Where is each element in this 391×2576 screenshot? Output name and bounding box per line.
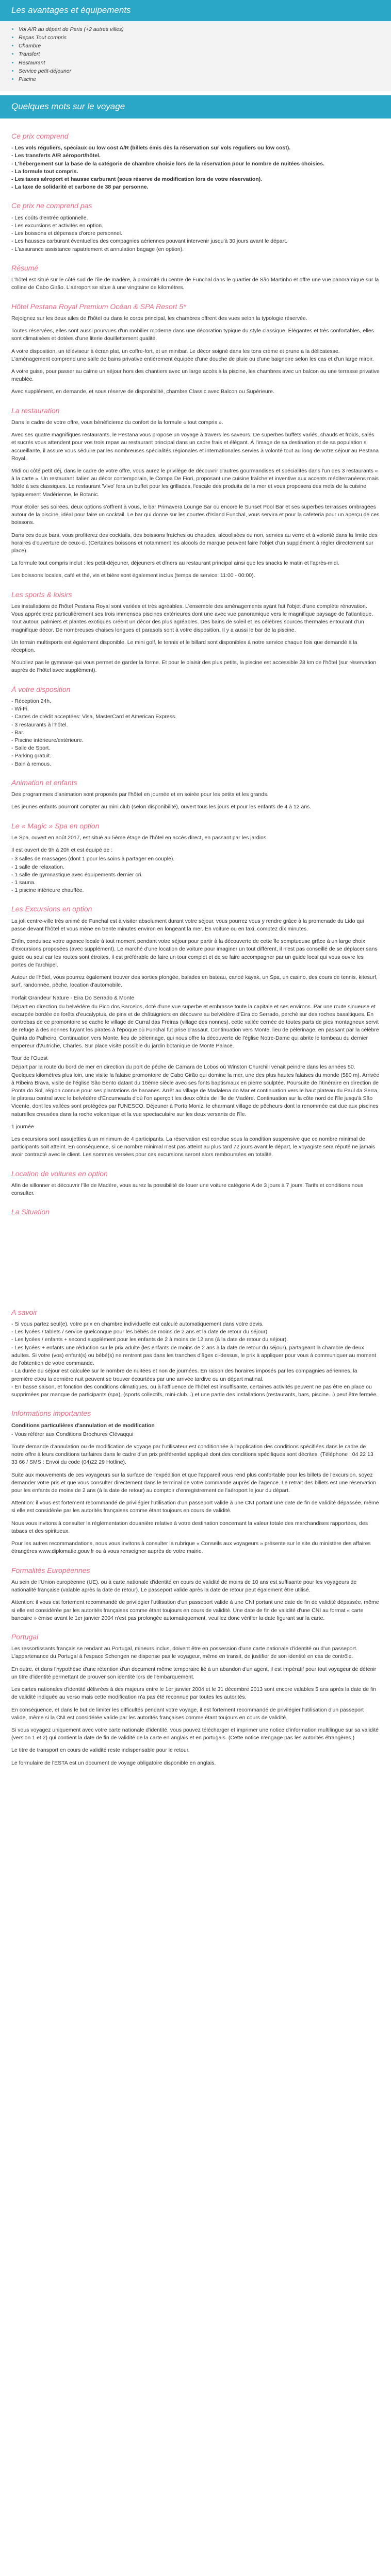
- hotel-title: Hôtel Pestana Royal Premium Océan & SPA Resort 5*: [11, 302, 186, 311]
- hotel-p2: Toutes réservées, elles sont aussi pourvues d'un mobilier moderne dans une décoration typique du style classique. Élégantes et très confortables, elles sont climatisées et dotées d'une literie douillettement qualité.: [11, 328, 374, 342]
- hotel-p4: A votre guise, pour passer au calme un séjour hors des chantiers avec un large accès à la piscine, les chambres avec un balcon ou une terrasse privative meublée.: [11, 368, 380, 383]
- avantage-item: • Vol A/R au départ de Paris (+2 autres villes): [19, 26, 380, 33]
- excursions-p3: Autour de l'hôtel, vous pourrez également trouver des sorties plongée, balades en bateau, canoé kayak, un Spa, un casino, des cours de tennis, kitesurf, surf, randonnée, pêche, location d'automobile.: [11, 974, 378, 989]
- sports-p2: Un terrain multisports est également disponible. Le mini golf, le tennis et le billard sont disponibles à notre service chaque fois que demandé à la réception.: [11, 639, 357, 653]
- animation-title: Animation et enfants: [11, 778, 77, 787]
- list-item: - Les coûts d'entrée optionnelle.: [11, 214, 88, 221]
- list-item: - Les excursions et activités en option.: [11, 222, 104, 229]
- restauration-p2: Avec ses quatre magnifiques restaurants, le Pestana vous propose un voyage à travers les saveurs. De superbes buffets variés, chauds et froids, salés et sucrés vous attendent pour vos trois repas au restaurant principal dans un cadre frais et élégant. À l'image de sa destination et de sa population si accueillante, il assure vous séduire par les nombreuses spécialités régionales et internationales servies à volonté tout au long de votre séjour au Pestana Royal.: [11, 432, 379, 462]
- avantage-item: • Transfert: [19, 50, 380, 58]
- avantage-item: • Repas Tout compris: [19, 34, 380, 42]
- list-item: - 3 restaurants à l'hôtel.: [11, 721, 68, 728]
- list-item: - 1 sauna.: [11, 879, 36, 886]
- list-item: - Les vols réguliers, spéciaux ou low cost A/R (billets émis dès la réservation sur vols réguliers ou low cost).: [11, 145, 291, 151]
- excursions-p8: 1 journée: [11, 1123, 34, 1130]
- infos-p2: - Vous référer aux Conditions Brochures Clévaqqui: [11, 1431, 134, 1437]
- list-item: - 3 salles de massages (dont 1 pour les soins à partager en couple).: [11, 856, 175, 862]
- list-item: - Les hausses carburant éventuelles des compagnies aériennes pouvant intervenir jusqu'à 30 jours avant le départ.: [11, 238, 287, 245]
- list-item: - Les boissons et dépenses d'ordre personnel.: [11, 230, 123, 237]
- section-title-comprend: Ce prix comprend: [11, 131, 69, 140]
- hotel-p1: Rejoignez sur les deux ailes de l'hôtel ou dans le corps principal, les chambres offrent des vues selon la typologie réservée.: [11, 315, 307, 321]
- excursions-p7: Départ par la route du bord de mer en direction du port de pêche de Camara de Lobos où Winston Churchill venait peindre dans les années 50. Quelques kilomètres plus loin, une visite la falaise promontoire de Cabo Girão qui domine la mer, une des plus hautes falaises du monde (580 m). Arrivée à Ribeira Brava, visite de l'église São Bento datant du 16ème siècle avec ses fonts baptismaux en pierre sculptée. Poursuite de l'itinéraire en direction de Ponta do Sol, région connue pour ses plantations de bananes. Arrêt au village de Madalena do Mar et continuation vers le haut plateau du Paul da Serra, le plateau central avec le belvédère d'Encumeada d'où l'on aperçoit les deux côtés de l'île de Madère. Continuation sur la côte nord de l'île jusqu'à São Vicente, dont les vallées sont protégées par l'UNESCO. Déjeuner à Porto Moniz, le charmant village de pêcheurs dont la renommée est due aux piscines naturelles creusées dans la roche volcanique et la vue spectaculaire sur les deux versants de l'île.: [11, 1064, 380, 1117]
- portugal-p5: Si vous voyagez uniquement avec votre carte nationale d'identité, vous pouvez télécharger et imprimer une notice d'information multilingue sur sa validité (version 1 et 2) qui contient la date de fin de validité de la carte en anglais et en portugais. (Cette notice n'engage pas les autorités étrangères.): [11, 1727, 379, 1741]
- sports-p1: Les installations de l'hôtel Pestana Royal sont variées et très agréables. L'ensemble des aménagements ayant fait l'objet d'une complète rénovation. Vous apprécierez particulièrement ses trois immenses piscines extérieures dont une avec vue panoramique vers le magnifique paysage de l'atlantique. Tout autour, palmiers et plantes exotiques créent un décor des plus agréables. Des bains de soleil et les célèbres sources thermales entourant d'un magnifique décor. De nombreuses chaises longues et parasols sont à votre disposition. Il y a aussi le bar de la piscine.: [11, 603, 373, 633]
- avantage-item: • Restaurant: [19, 59, 380, 67]
- list-item: - Piscine intérieure/extérieure.: [11, 737, 84, 744]
- list-item: - Parking gratuit.: [11, 753, 52, 759]
- resume-text: L'hôtel est situé sur le côté sud de l'île de madère, à proximité du centre de Funchal dans le quartier de São Martinho et offre une vue panoramique sur la colline de Cabo Girão. L'aéroport se situe à une vingtaine de kilomètres.: [11, 277, 379, 291]
- restauration-p3: Midi ou côté petit déj, dans le cadre de votre offre, vous aurez le privilège de découvrir d'autres gourmandises et spécialités dans l'un des 3 restaurants « à la carte ». Un restaurant italien au décor contemporain, le Compa De Fiori, proposant une cuisine fraîche et inventive aux accents méditerranéens mais fidèle à ses classiques. Le restaurant 'Vivo' fera un buffet pour les grillades, l'escale des produits de la mer et vous proposera des mets de la cuisine typiquement Madérienne, le Botanic.: [11, 467, 379, 498]
- magic-list: [11, 855, 380, 894]
- ne-comprend-list: [11, 214, 380, 253]
- list-item: - Bar.: [11, 729, 25, 736]
- situation-map-area: [11, 1221, 380, 1298]
- hotel-p3: A votre disposition, un téléviseur à écran plat, un coffre-fort, et un minibar. Le décor soigné dans les tons crème et prune a la délicatesse. L'aménagement comprend une salle de bains privative entièrement équipée d'une douche de pluie ou d'une baignoire selon les cas et d'un large miroir.: [11, 348, 374, 362]
- excursions-p9: Les excursions sont assujetties à un minimum de 4 participants. La réservation est conclue sous la condition suspensive que ce nombre minimal de participants soit atteint. En conséquence, si ce nombre minimal n'est pas atteint au plus tard 72 jours avant le départ, le voyagiste sera réputé ne jamais avoir contracté avec le client. Les sommes versées pour ces excursions seront alors remboursées en totalité.: [11, 1136, 376, 1158]
- infos-p3: Toute demande d'annulation ou de modification de voyage par l'utilisateur est conditionnée à l'application des conditions spécifiées dans le cadre de notre offre à leurs conditions tarifaires dans le cadre d'un prix préférentiel appliqué dont des conditions spécifiques sont décrites. (Téléphone : 04 22 13 33 66 / SMS : Envoi du code (04)22 29 Hotline).: [11, 1443, 373, 1466]
- animation-p2: Les jeunes enfants pourront compter au mini club (selon disponibilité), ouvert tous les jours et pour les enfants de 4 à 12 ans.: [11, 804, 312, 810]
- restauration-p4: Pour étoiler ses soirées, deux options s'offrent à vous, le bar Primavera Lounge Bar ou encore le Sunset Pool Bar et ses superbes terrasses ombragées autour de la piscine, idéal pour faire un cocktail. Le bar qui donne sur les courtes d'Island Funchal, vous servira et pour la cafeteria pour un aperçu de ces boissons.: [11, 503, 380, 526]
- list-item: - 1 salle de gymnastique avec équipements dernier cri.: [11, 871, 143, 878]
- magic-p2: Il est ouvert de 9h à 20h et est équipé de :: [11, 847, 113, 854]
- location-title: Location de voitures en option: [11, 1169, 108, 1178]
- excursions-p5: Départ en direction du belvédère du Pico dos Barcelos, doté d'une vue superbe et embrasse toute la capitale et ses environs. Par une route sinueuse et escarpée bordée de forêts d'eucalyptus, de pins et de châtaigniers en découvre au belvédère d'Eira do Serrado, perché sur des roches basaltiques. En contrebas de ce promontoire se cache le village de Curral das Freiras (village des nonnes), cette vallée cernée de toutes parts de pics montagneux servit de refuge à des nonnes fuyant les pirates à l'époque où Funchal fut prise d'assaut. Continuation vers Monte, lieu de pèlerinage, en passant par la célèbre Quinta do Palheiro. Continuation vers Monte, lieu de pèlerinage, qui nous offre la découverte de l'église Notre-Dame qui abrite le tombeau du dernier empereur d'Autriche, Charles. Sur place visite possible du jardin botanique de Monte Palace.: [11, 1003, 379, 1049]
- list-item: - L'assurance assistance rapatriement et annulation bagage (en option).: [11, 246, 184, 252]
- magic-p1: Le Spa, ouvert en août 2017, est situé au 5ème étage de l'hôtel en accès direct, en passant par les jardins.: [11, 834, 268, 841]
- restauration-p7: Les boissons locales, café et thé, vin et bière sont également inclus (temps de service: 11:00 - 00:00).: [11, 572, 255, 579]
- dispo-list: [11, 698, 380, 768]
- excursions-p2: Enfin, conduisez votre agence locale à tout moment pendant votre séjour pour partir à la découverte de cette île somptueuse grâce à un large choix d'excursions proposées (avec supplément). Le marché d'une location de voiture pour imaginer un tout différent, il n'est pas conseillé de se déplacer sans guide ou seul car les routes sont étroites, il est préférable de faire un tour complet et de se faire accompagner par un guide local qui vous ouvre les portes de l'archipel.: [11, 938, 378, 968]
- magic-title: Le « Magic » Spa en option: [11, 821, 100, 830]
- savoir-list: [11, 1320, 380, 1399]
- list-item: - En basse saison, et fonction des conditions climatiques, ou à l'affluence de l'hôtel est insuffisante, certaines activités peuvent ne pas être en place ou supprimées par manque de participants (spa), (sports collectifs, mini-club...) et une partie des installations (restaurants, bars, piscine...) peut être fermée.: [11, 1383, 378, 1398]
- portugal-p2: En outre, et dans l'hypothèse d'une rétention d'un document même temporaire lié à un abandon d'un agent, il est impératif pour tout voyageur de détenir un titre d'identité permettant de prouver son identité lors de l'embarquement.: [11, 1666, 377, 1680]
- hotel-p5: Avec supplément, en demande, et sous réserve de disponibilité, chambre Classic avec Balcon ou Supérieure.: [11, 388, 274, 395]
- portugal-p6: Le titre de transport en cours de validité reste indispensable pour le retour.: [11, 1747, 190, 1754]
- excursions-p4: Forfait Grandeur Nature - Eira Do Serrado & Monte: [11, 994, 135, 1001]
- portugal-p1: Les ressortissants français se rendant au Portugal, mineurs inclus, doivent être en possession d'une carte nationale d'identité ou d'un passeport. L'appartenance du Portugal à l'espace Schengen ne dispense pas le voyageur, même en transit, de justifier de son identité en cas de contrôle.: [11, 1646, 357, 1660]
- list-item: - Réception 24h.: [11, 698, 52, 704]
- list-item: - Wi-Fi.: [11, 706, 29, 713]
- list-item: - La taxe de solidarité et carbone de 38 par personne.: [11, 184, 149, 191]
- portugal-p3: Les cartes nationales d'identité délivrées à des majeurs entre le 1er janvier 2004 et le 31 décembre 2013 sont encore valables 5 ans après la date de fin de validité indiquée au verso mais cette modification n'a pas été reconnue par toutes les autorités.: [11, 1686, 377, 1701]
- restauration-title: La restauration: [11, 406, 60, 415]
- portugal-title: Portugal: [11, 1632, 39, 1641]
- list-item: - Si vous partez seul(e), votre prix en chambre individuelle est calculé automatiquement dans votre devis.: [11, 1321, 264, 1328]
- infos-p6: Nous vous invitons à consulter la réglementation douanière relative à votre destination concernant la valeur totale des marchandises rapportées, des tabacs et des spiritueux.: [11, 1520, 368, 1534]
- portugal-p4: En conséquence, et dans le but de limiter les difficultés pendant votre voyage, il est fortement recommandé de privilégier l'utilisation d'un passeport valide, même si la CNI est considérée valide par les autorités françaises comme étant toujours en cours de validité.: [11, 1706, 364, 1721]
- list-item: - Les lycées + enfants une réduction sur le prix adulte (les enfants de moins de 2 ans à la date de retour du séjour), partageant la chambre de deux adultes. Si votre (vos) enfant(s) ou bébé(s) ne rentrent pas dans les tranches d'âges ci-dessus, le prix à appliquer pour vous à communiquer au moment de l'obtention de votre commande.: [11, 1344, 377, 1367]
- animation-p1: Des programmes d'animation sont proposés par l'hôtel en journée et en soirée pour les petits et les grands.: [11, 791, 269, 798]
- avantage-item: • Chambre: [19, 42, 380, 50]
- sports-p3: N'oubliez pas le gymnase qui vous permet de garder la forme. Et pour le plaisir des plus petits, la piscine est accessible 28 km de l'hôtel (sur réservation auprès de l'hôtel avec supplément).: [11, 659, 377, 674]
- list-item: - L'hébergement sur la base de la catégorie de chambre choisie lors de la réservation pour le nombre de nuitées choisies.: [11, 160, 325, 167]
- infos-p1: Conditions particulières d'annulation et de modification: [11, 1422, 155, 1429]
- avantage-item: • Service petit-déjeuner: [19, 67, 380, 75]
- list-item: - La durée du séjour est calculée sur le nombre de nuitées et non de journées. En raison des horaires imposés par les compagnies aériennes, la première et/ou la dernière nuit peuvent se trouver écourtées par une arrivée tardive ou un départ matinal.: [11, 1368, 357, 1382]
- excursions-title: Les Excursions en option: [11, 905, 92, 913]
- list-item: - Cartes de crédit acceptées: Visa, MasterCard et American Express.: [11, 714, 177, 720]
- excursions-p1: La joli centre-ville très animé de Funchal est à visiter absolument durant votre séjour, vous pourrez vous y rendre grâce à la promenade du Lido qui passe devant l'hôtel et vous mène en trente minutes environ en longeant la mer. En voiture ou en taxi, comptez dix minutes.: [11, 918, 364, 932]
- list-item: - Les lycées / enfants + second supplément pour les enfants de 2 à moins de 12 ans (à la date de retour du séjour).: [11, 1336, 288, 1343]
- excursions-p6: Tour de l'Ouest: [11, 1055, 48, 1062]
- dispo-title: À votre disposition: [11, 685, 71, 693]
- list-item: - Les transferts A/R aéroport/hôtel.: [11, 152, 101, 159]
- resume-title: Résumé: [11, 263, 39, 272]
- avantages-title: Les avantages et équipements: [0, 0, 391, 21]
- list-item: - Les taxes aéroport et hausse carburant (sous réserve de modification lors de votre réservation).: [11, 176, 263, 182]
- list-item: - 1 salle de relaxation.: [11, 863, 64, 870]
- list-item: - Les lycées / tablets / service quelconque pour les bébés de moins de 2 ans et la date de retour du séjour).: [11, 1329, 269, 1335]
- avantage-item: • Piscine: [19, 76, 380, 83]
- sports-title: Les sports & loisirs: [11, 590, 72, 599]
- list-item: - 1 piscine intérieure chauffée.: [11, 887, 84, 894]
- list-item: - La formule tout compris.: [11, 168, 78, 175]
- formalites-title: Formalités Européennes: [11, 1566, 90, 1574]
- restauration-p1: Dans le cadre de votre offre, vous bénéficierez du confort de la formule « tout compris ».: [11, 419, 223, 426]
- formalites-p1: Au sein de l'Union européenne (UE), ou à carte nationale d'identité en cours de validité de moins de 10 ans est suffisante pour les voyageurs de nationalité française (valable après la date de retour). Le passeport valide après la date de retour peut également être utilisé.: [11, 1579, 357, 1594]
- infos-p5: Attention: il vous est fortement recommandé de privilégier l'utilisation d'un passeport valide à une CNI portant une date de fin de validité dépassée, même si elle est considérée par les autorités françaises comme étant toujours en cours de validité.: [11, 1500, 379, 1514]
- restauration-p6: La formule tout compris inclut : les petit-déjeuner, déjeuners et dîners au restaurant principal ainsi que les snacks le matin et l'après-midi.: [11, 560, 339, 567]
- content: [0, 118, 391, 1782]
- list-item: - Bain à remous.: [11, 760, 52, 767]
- formalites-p2: Attention: il vous est fortement recommandé de privilégier l'utilisation d'un passeport valide à une CNI portant une date de fin de validité dépassée, même si elle est considérée par les autorités françaises comme étant toujours en cours de validité. Une date de fin de validité d'une CNI au format « carte bancaire » émise avant le 1er janvier 2004 n'est pas prolongée automatiquement, veuillez donc vérifier la date figurant sur la carte.: [11, 1599, 379, 1621]
- situation-title: La Situation: [11, 1208, 50, 1216]
- location-p1: Afin de sillonner et découvrir l'île de Madère, vous aurez la possibilité de louer une voiture catégorie A de 3 jours à 7 jours. Tarifs et conditions nous consulter.: [11, 1182, 364, 1197]
- infos-p7: Pour les autres recommandations, nous vous invitons à consulter la rubrique « Conseils aux voyageurs » présente sur le site du ministère des affaires étrangères www.diplomatie.gouv.fr ou à vous renseigner auprès de votre mairie.: [11, 1540, 371, 1555]
- details-title: Quelques mots sur le voyage: [0, 95, 391, 118]
- comprend-list: [11, 144, 380, 191]
- infos-p4: Suite aux mouvements de ces voyageurs sur la surface de l'expédition et que l'appareil vous rend plus confortable pour les billets de l'excursion, soyez demander votre pris et que vous consulter directement dans le terminal de votre commande auprès de l'agence. Le retrait des billets est une réservation pour les enfants de moins de 2 ans (à la date de retour) au comptoir d'enregistrement de l'aéroport le jour du départ.: [11, 1471, 377, 1494]
- restauration-p5: Dans ces deux bars, vous profiterez des cocktails, des boissons fraîches ou chaudes, alcoolisées ou non, servies au verre et à volonté dans la limite des horaires d'ouverture de ceux-ci. (Certaines boissons et notamment les alcools de marque peuvent faire l'objet d'un supplément à régler directement sur place).: [11, 532, 378, 554]
- list-item: - Salle de Sport.: [11, 745, 51, 752]
- final-note: Le formulaire de l'ESTA est un document de voyage obligatoire disponible en anglais.: [11, 1759, 216, 1766]
- section-title-ne-comprend: Ce prix ne comprend pas: [11, 201, 92, 210]
- avantages-panel: [0, 21, 391, 92]
- infos-title: Informations importantes: [11, 1409, 91, 1418]
- savoir-title: A savoir: [11, 1308, 38, 1316]
